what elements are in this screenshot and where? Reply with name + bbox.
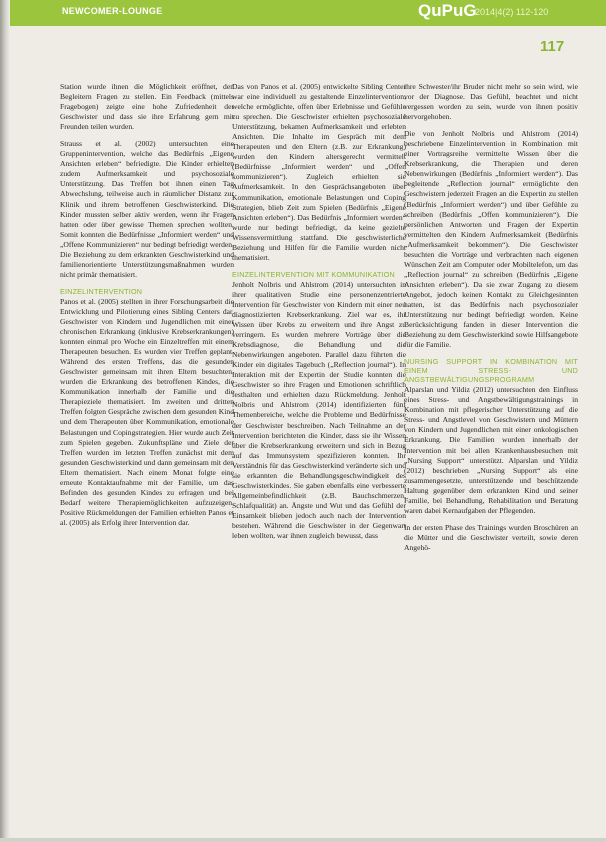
paragraph: Das von Panos et al. (2005) entwickelte Sibling Center war eine individuell zu gestaltende Einzelintervention, welche ermöglichte, offen über Erlebnisse und Gefühle zu sprechen. Die Geschwister erhielten psychosoziale Unterstützung, bekamen Aufmerksamkeit und erlebten Ansichten. Die Inhalte im Gespräch mit dem Therapeuten und den Eltern (z.B. zur Erkrankung) wurden den Kindern altersgerecht vermittelt (Bedürfnisse „Informiert werden“ und „Offen kommunizieren“). Zugleich erhielten sie Aufmerksamkeit. In den Gesprächsangeboten über Kommunikation, emotionale Belastungen und Coping Strategien, blieb Zeit zum Spielen (Bedürfnis „Eigene Ansichten erleben“). Das Bedürfnis „Informiert werden“ wurde nur bedingt befriedigt, da keine gezielte Wissensvermittlung stattfand. Die geschwisterliche Beziehung und Hilfen für die Familie wurden nicht thematisiert. xyxy=(232,82,406,262)
page-bottom-shadow xyxy=(0,838,606,842)
paragraph: Jenholt Nolbris und Ahlstrom (2014) untersuchten in ihrer qualitativen Studie eine personenzentrierte Intervention für Geschwister von Kindern mit einer neu diagnostizierten Krebserkrankung. Ziel war es, ihr Wissen über Krebs zu erweitern und ihre Angst zu verringern. Es wurden mehrere Vorträge über die Krebsdiagnose, die Behandlung und die Nebenwirkungen angeboten. Parallel dazu führten die Kinder ein digitales Tagebuch („Reflection journal“). In Interaktion mit der Expertin der Studie konnten die Geschwister so ihre Fragen und Emotionen schriftlich festhalten und erhielten dazu Rückmeldung. Jenholt Nolbris und Ahlstrom (2014) identifizierten fünf Themenbereiche, welche die Probleme und Bedürfnisse der Geschwister beschreiben. Nach Teilnahme an der Intervention berichteten die Kinder, dass sie ihr Wissen über die Krebserkrankung erweitern und sich in Bezug auf das Immunsystem spezifizieren konnten. Ihr Verständnis für das Geschwisterkind veränderte sich und sie erkannten die Behandlungsgeschwindigkeit des Geschwisterkindes. Sie gaben ebenfalls eine verbesserte Allgemeinbefindlichkeit (z.B. Bauchschmerzen, Schlafqualität) an. Ängste und Wut und das Gefühl der Einsamkeit blieben jedoch auch nach der Intervention bestehen. Während die Geschwister in der Gegenwart leben wollten, war ihnen zugleich bewusst, dass xyxy=(232,279,406,541)
paragraph: Station wurde ihnen die Möglichkeit eröffnet, den Begleitern Fragen zu stellen. Ein Feedback (mittels Fragebogen) zeigte eine hohe Zufriedenheit der Geschwister und dass sie ihre Erfahrung gern mit Freunden teilen wurden. xyxy=(60,82,234,132)
page-number: 117 xyxy=(540,38,565,55)
paragraph: Strauss et al. (2002) untersuchten eine Gruppenintervention, welche das Bedürfnis „Eigene Ansichten erleben“ befriedigte. Die Kinder erhielten zudem Aufmerksamkeit und psychosoziale Unterstützung. Das Treffen bot ihnen einen Tag Abwechslung, teilweise auch in räumlicher Distanz zur Klinik und ihrem betroffenen Geschwisterkind. Die Kinder mussten selber aktiv werden, wenn ihr Fragen hatten oder über gewisse Themen sprechen wollten. Somit konnten die Bedürfnisse „Informiert werden“ und „Offene Kommunizieren“ nur bedingt befriedigt werden. Die Beziehung zu dem erkrankten Geschwisterkind und familienorientierte Unterstützungsmaßnahmen wurden nicht primär thematisiert. xyxy=(60,139,234,279)
section-heading: EINZELINTERVENTION MIT KOMMUNIKATION xyxy=(232,269,395,279)
paragraph: Die von Jenholt Nolbris und Ahlstrom (2014) beschriebene Einzelintervention in Kombination mit einer Vortragsreihe vermittelte Wissen über die Krebserkrankung, die Therapien und deren Nebenwirkungen (Bedürfnis „Informiert werden“). Das begleitende „Reflection journal“ ermöglichte den Geschwistern jederzeit Fragen an die Expertin zu stellen (Bedürfnis „Informiert werden“) und über Gefühle zu schreiben (Bedürfnis „Offen kommunizieren“). Die persönlichen Antworten und Fragen der Expertin vermittelten den Kindern Aufmerksamkeit (Bedürfnis „Aufmerksamkeit bekommen“). Die Geschwister besuchten die Vorträge und verbrachten nach eigenen Wünschen Zeit am Computer oder Mobiltelefon, um das „Reflection journal“ zu schreiben (Bedürfnis „Eigene Ansichten erleben“). Da sie zwar Zugang zu diesem Angebot, jedoch keinen Kontakt zu Gleichgesinnten hatten, ist das Bedürfnis nach psychosozialer Unterstützung nur bedingt befriedigt worden. Keine Berücksichtigung fanden in dieser Intervention die Beziehung zu dem Geschwisterkind sowie Hilfsangebote für die Familie. xyxy=(404,129,578,350)
text-column-middle xyxy=(232,82,406,548)
text-column-left xyxy=(60,82,234,535)
paragraph: In der ersten Phase des Trainings wurden Broschüren an die Mütter und die Geschwister verteilt, sowie deren Angehö- xyxy=(404,522,578,552)
paragraph: ihre Schwester/ihr Bruder nicht mehr so sein wird, wie vor der Diagnose. Das Gefühl, beachtet und nicht vergessen worden zu sein, wurde von ihnen positiv hervorgehoben. xyxy=(404,82,578,122)
issue-reference: 2014|4(2) 112-120 xyxy=(475,7,549,17)
section-heading: NURSING SUPPORT IN KOMBINATION MIT EINEM STRESS- UND ANGSTBEWÄLTIGUNGSPROGRAMM xyxy=(404,357,578,385)
section-heading: EINZELINTERVENTION xyxy=(60,286,143,296)
text-column-right xyxy=(404,82,578,560)
paragraph: Alparslan und Yildiz (2012) untersuchten den Einfluss eines Stress- und Angstbewältigungstrainings in Kombination mit pflegerischer Unterstützung auf die Stress- und Angstlevel von Geschwistern und Müttern von Kindern und Jugendlichen mit einer onkologischen Erkrankung. Die Familien wurden innerhalb der Intervention mit bei allen Krankenhausbesuchen mit „Nursing Support“ unterstützt. Alparslan und Yildiz (2012) beschrieben „Nursing Support“ als eine zusammengesetzte, unterstützende und beschützende Haltung gegenüber dem erkrankten Kind und seiner Familie, bei Behandlung, Rehabilitation und Beratung waren dabei Kernaufgaben der Pflegenden. xyxy=(404,385,578,515)
journal-title: QuPuG xyxy=(418,1,477,20)
paragraph: Panos et al. (2005) stellten in ihrer Forschungsarbeit die Entwicklung und Pilotierung eines Sibling Centers dar. Geschwister von Kindern und Jugendlichen mit einer chronischen Erkrankung (inklusive Krebserkrankungen) konnten einmal pro Woche ein Einzeltreffen mit einem Therapeuten besuchen. Es wurden vier Treffen geplant. Während des ersten Treffens, das die gesunden Geschwister gemeinsam mit ihren Eltern besuchten, wurden die Erkrankung des betroffenen Kindes, die Kommunikation innerhalb der Familie und die Therapieziele thematisiert. Im zweiten und dritten Treffen folgten Gespräche zwischen dem gesunden Kind und dem Therapeuten über Kommunikation, emotionale Belastungen und Copingstrategien. Hier wurde auch Zeit zum Spielen gegeben. Zukunftspläne und Ziele der Treffen wurden im letzten Treffen zunächst mit dem gesunden Geschwisterkind und dann gemeinsam mit den Eltern thematisiert. Nach einem Monat folgte eine erneute Kontaktaufnahme mit der Familie, um das Befinden des gesunden Kindes zu erfragen und bei Bedarf weitere Therapiemöglichkeiten aufzuzeigen. Positive Rückmeldungen der Familien erhielten Panos et al. (2005) als Erfolg ihrer Intervention dar. xyxy=(60,296,234,527)
section-label: NEWCOMER-LOUNGE xyxy=(62,6,163,16)
page-binding-edge xyxy=(0,0,10,842)
header-bar xyxy=(10,0,606,26)
